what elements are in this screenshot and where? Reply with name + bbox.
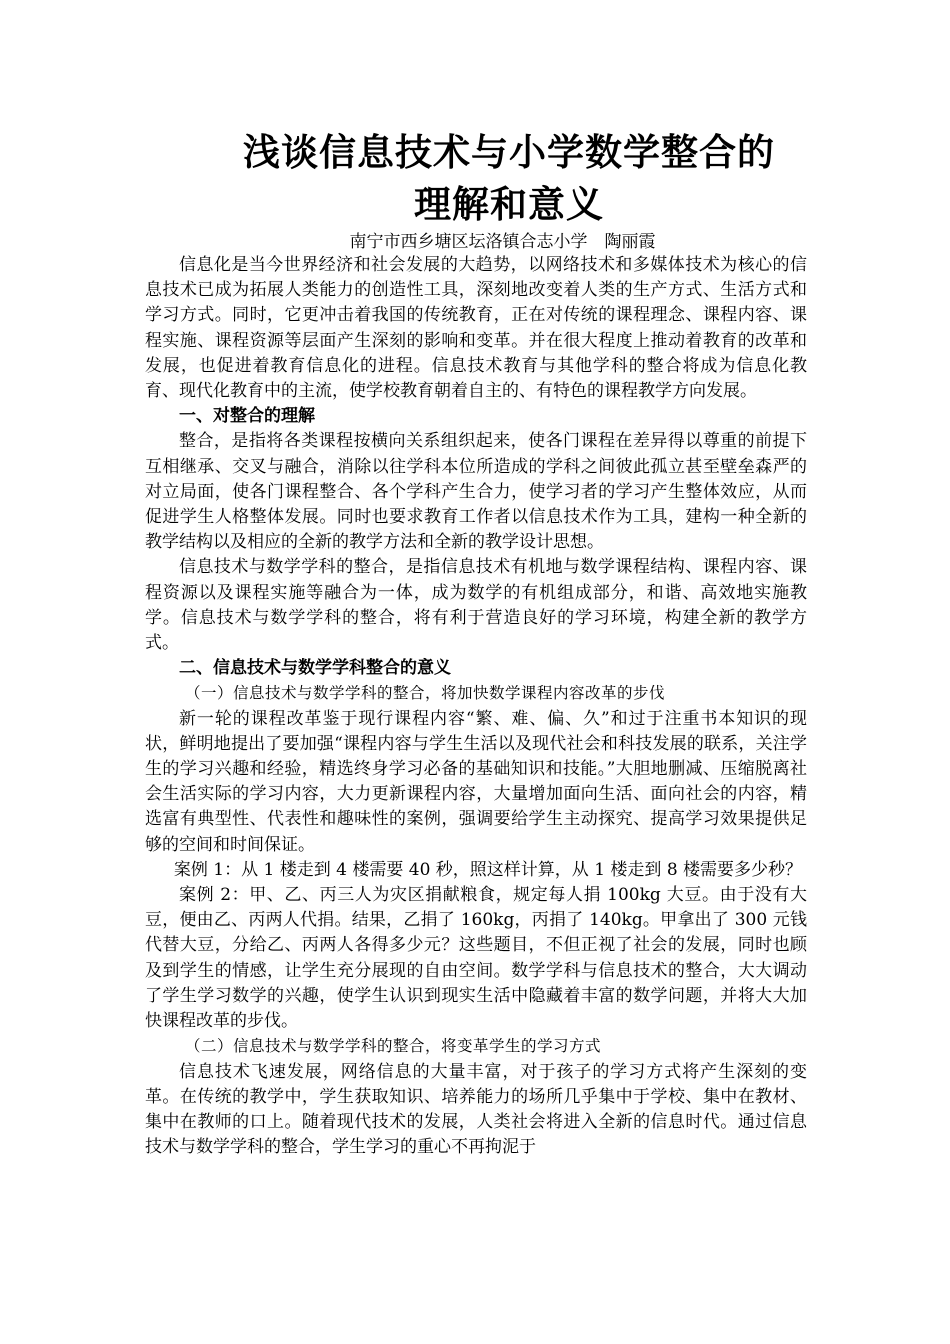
subsection-1-heading: （一）信息技术与数学学科的整合，将加快数学课程内容改革的步伐 xyxy=(185,684,666,703)
section-1-paragraph-1: 整合，是指将各类课程按横向关系组织起来，使各门课程在差异得以尊重的前提下互相继承、交叉与融合，消除以往学科本位所造成的学科之间彼此孤立甚至壁垒森严的对立局面，使各门课程整合、各个学科产生合力，使学习者的学习产生整体效应，从而促进学生人格整体发展。同时也要求教育工作者以信息技术作为工具，建构一种全新的教学结构以及相应的全新的教学方法和全新的教学设计思想。 xyxy=(145,431,807,553)
section-2-heading: 二、信息技术与数学学科整合的意义 xyxy=(179,658,451,679)
subsection-2-paragraph: 信息技术飞速发展，网络信息的大量丰富，对于孩子的学习方式将产生深刻的变革。在传统的教学中，学生获取知识、培养能力的场所几乎集中于学校、集中在教材、集中在教师的口上。随着现代技术的发展，人类社会将进入全新的信息时代。通过信息技术与数学学科的整合，学生学习的重心不再拘泥于 xyxy=(145,1061,807,1158)
author-line: 南宁市西乡塘区坛洛镇合志小学 陶丽霞 xyxy=(349,232,656,252)
case-1-paragraph: 案例 1：从 1 楼走到 4 楼需要 40 秒，照这样计算，从 1 楼走到 8 楼需要多少秒？ xyxy=(173,859,803,880)
section-1-paragraph-2: 信息技术与数学学科的整合，是指信息技术有机地与数学课程结构、课程内容、课程资源以及课程实施等融合为一体，成为数学的有机组成部分，和谐、高效地实施教学。信息技术与数学学科的整合，将有利于营造良好的学习环境，构建全新的教学方式。 xyxy=(145,557,807,654)
title-line-2: 理解和意义 xyxy=(414,183,604,226)
document-body xyxy=(145,253,807,1160)
section-1-heading: 一、对整合的理解 xyxy=(179,406,315,427)
subsection-1-paragraph: 新一轮的课程改革鉴于现行课程内容“繁、难、偏、久”和过于注重书本知识的现状，鲜明地提出了要加强“课程内容与学生生活以及现代社会和科技发展的联系，关注学生的学习兴趣和经验，精选终身学习必备的基础知识和技能。”大胆地删减、压缩脱离社会生活实际的学习内容，大力更新课程内容，大量增加面向生活、面向社会的内容，精选富有典型性、代表性和趣味性的案例，强调要给学生主动探究、提高学习效果提供足够的空间和时间保证。 xyxy=(145,708,807,855)
title-line-1: 浅谈信息技术与小学数学整合的 xyxy=(243,131,775,174)
intro-paragraph: 信息化是当今世界经济和社会发展的大趋势，以网络技术和多媒体技术为核心的信息技术已成为拓展人类能力的创造性工具，深刻地改变着人类的生产方式、生活方式和学习方式。同时，它更冲击着我国的传统教育，正在对传统的课程理念、课程内容、课程实施、课程资源等层面产生深刻的影响和变革。并在很大程度上推动着教育的改革和发展，也促进着教育信息化的进程。信息技术教育与其他学科的整合将成为信息化教育、现代化教育中的主流，使学校教育朝着自主的、有特色的课程教学方向发展。 xyxy=(145,255,807,402)
subsection-2-heading: （二）信息技术与数学学科的整合，将变革学生的学习方式 xyxy=(185,1037,602,1056)
case-2-paragraph: 案例 2：甲、乙、丙三人为灾区捐献粮食，规定每人捐 100kg 大豆。由于没有大豆，便由乙、丙两人代捐。结果，乙捐了 160kg，丙捐了 140kg。甲拿出了 300 元钱代替大豆，分给乙、丙两人各得多少元？这些题目，不但正视了社会的发展，同时也顾及到学生的情感，让学生充分展现的自由空间。数学学科与信息技术的整合，大大调动了学生学习数学的兴趣，使学生认识到现实生活中隐藏着丰富的数学问题，并将大大加快课程改革的步伐。 xyxy=(145,885,807,1032)
